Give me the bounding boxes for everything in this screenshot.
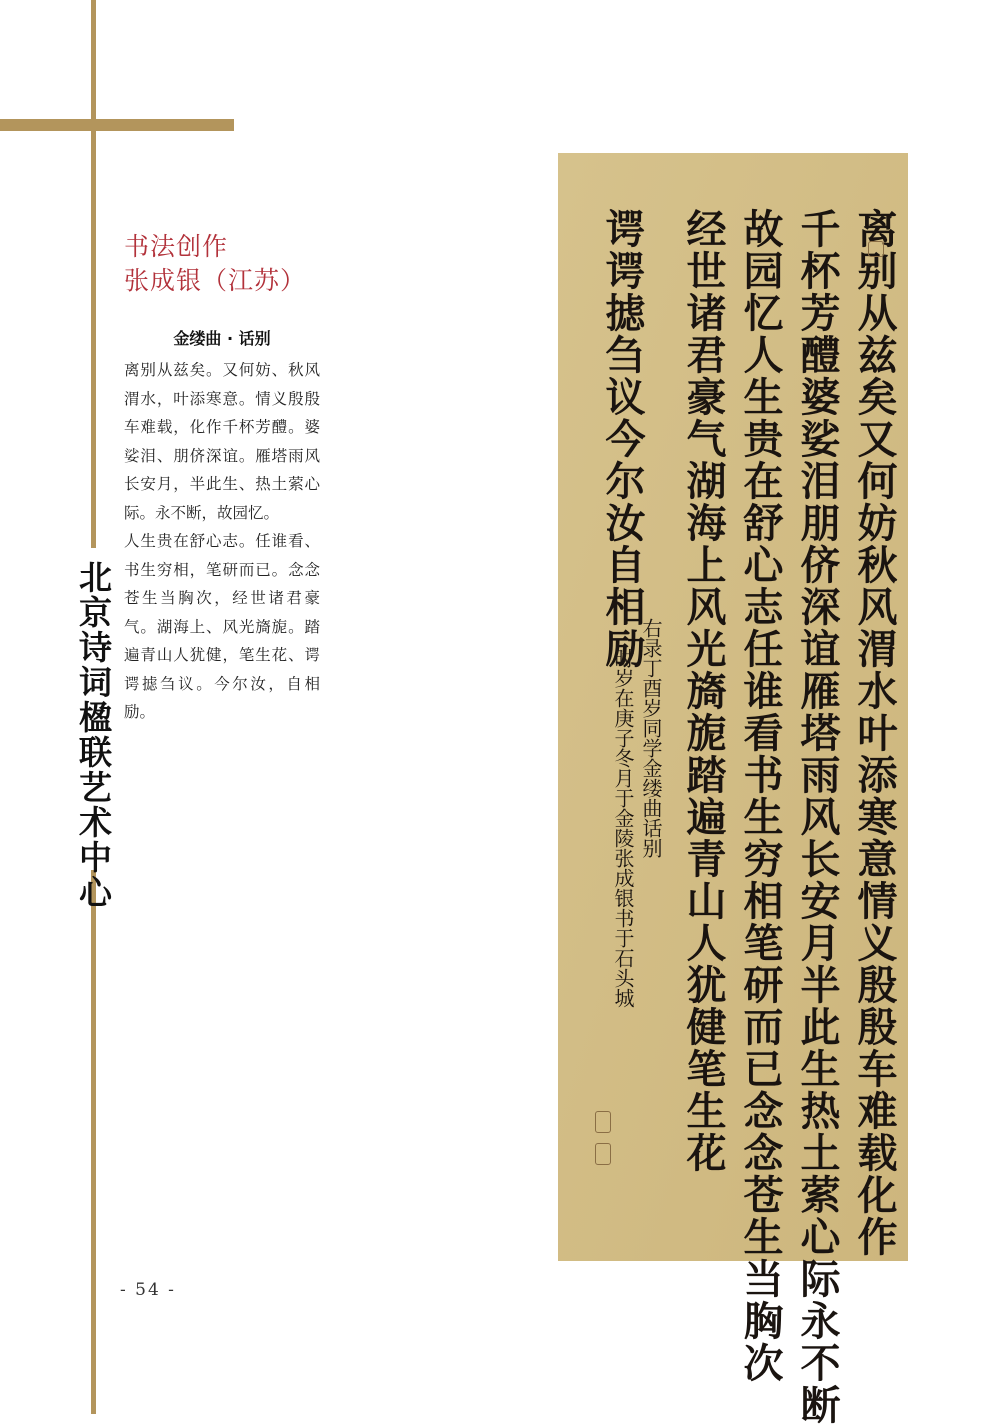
calligraphy-column-4: 经世诸君豪气湖海上风光旖旎踏遍青山人犹健笔生花 (680, 208, 727, 1174)
inscription-column-2: 时岁在庚子冬月于金陵张成银书于石头城 (611, 648, 635, 1008)
heading-author: 张成银（江苏） (124, 266, 307, 295)
poem-title: 金缕曲 · 话别 (173, 329, 271, 348)
poem-body (124, 356, 320, 727)
section-heading (124, 230, 306, 298)
seal-stamp-lower-1 (595, 1111, 611, 1133)
calligraphy-column-3: 故园忆人生贵在舒心志任谁看书生穷相笔研而已念念苍生当胸次 (737, 208, 784, 1384)
heading-category: 书法创作 (124, 232, 229, 261)
gold-horizontal-rule (0, 119, 234, 131)
gold-vertical-rule-bottom (91, 870, 96, 1414)
seal-stamp-lower-2 (595, 1143, 611, 1165)
calligraphy-column-5: 谔谔摅刍议今尔汝自相励 (599, 208, 646, 670)
poem-stanza-1: 离别从兹矣。又何妨、秋风渭水，叶添寒意。情义殷殷车难载，化作千杯芳醴。婆娑泪、朋侪深谊。雁塔雨风长安月，半此生、热土萦心际。永不断，故园忆。 (124, 361, 320, 522)
calligraphy-column-2: 千杯芳醴婆娑泪朋侪深谊雁塔雨风长安月半此生热土萦心际永不断 (794, 208, 841, 1426)
calligraphy-scroll (558, 153, 908, 1426)
side-label: 北京诗词楹联艺术中心 (74, 560, 113, 910)
seal-stamp-top (868, 241, 884, 257)
inscription-column-1: 右录丁酉岁同学金缕曲话别 (639, 618, 663, 858)
poem-stanza-2: 人生贵在舒心志。任谁看、书生穷相，笔研而已。念念苍生当胸次，经世诸君豪气。湖海上、风光旖旎。踏遍青山人犹健，笔生花、谔谔摅刍议。今尔汝，自相励。 (124, 532, 320, 721)
page-number: - 54 - (120, 1280, 176, 1300)
gold-vertical-rule-top (91, 0, 96, 548)
calligraphy-column-1: 离别从兹矣又何妨秋风渭水叶添寒意情义殷殷车难载化作 (851, 208, 898, 1258)
